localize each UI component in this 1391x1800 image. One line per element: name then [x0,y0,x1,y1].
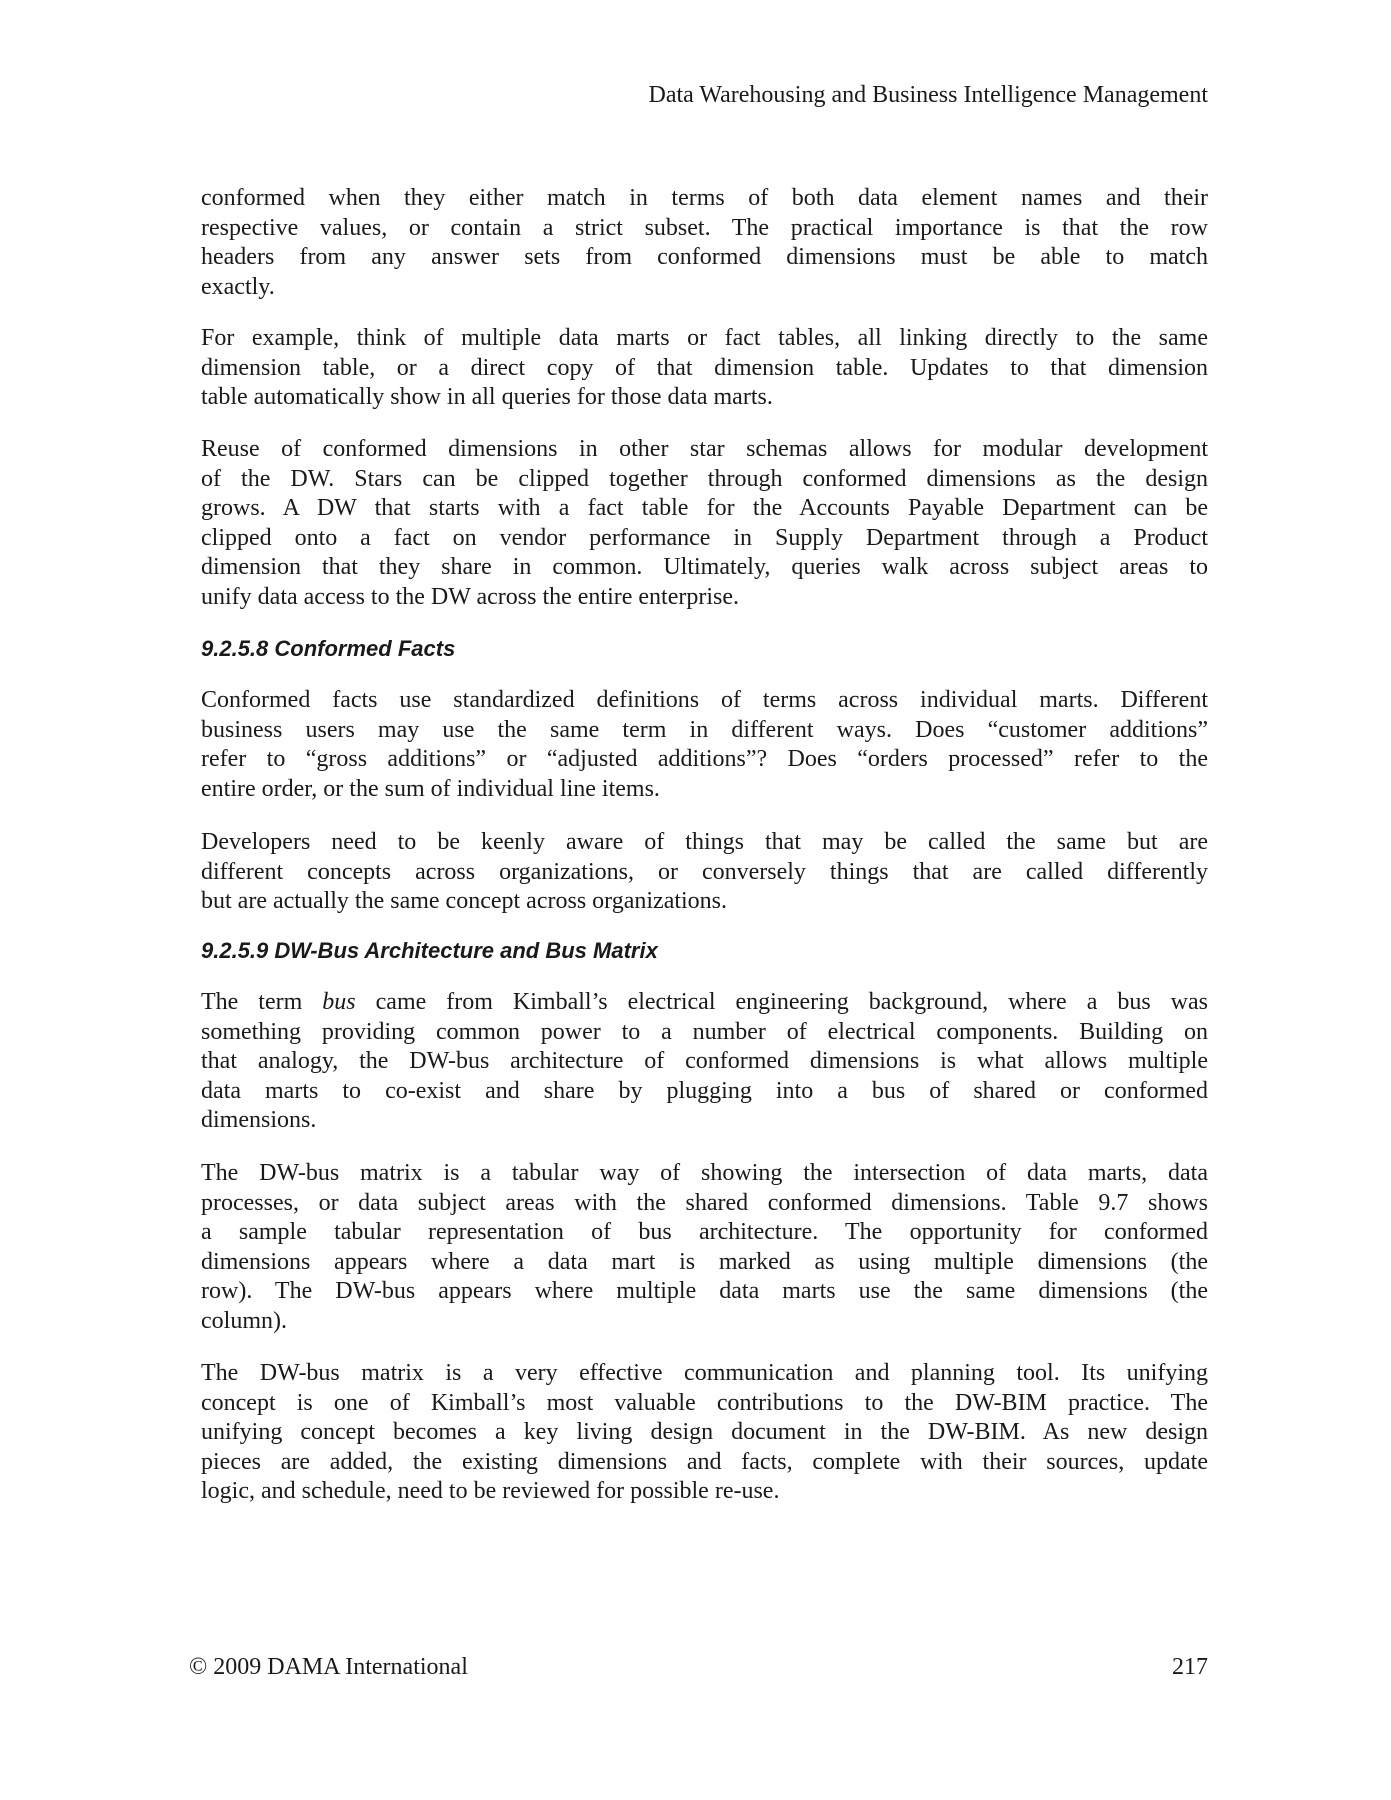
text-line: row). The DW-bus appears where multiple data marts use the same dimensions (the [201,1278,1208,1304]
paragraph [201,828,1208,917]
section-heading-conformed-facts: 9.2.5.8 Conformed Facts [201,636,456,661]
text-line: concept is one of Kimball’s most valuable contributions to the DW-BIM practice. The [201,1389,1208,1416]
paragraph [201,184,1208,302]
text-line: unifying concept becomes a key living design document in the DW-BIM. As new design [201,1419,1208,1445]
text-line: grows. A DW that starts with a fact table for the Accounts Payable Department can be [201,495,1208,521]
paragraph [201,324,1208,413]
text-line: that analogy, the DW-bus architecture of conformed dimensions is what allows multiple [201,1048,1208,1074]
text-line: refer to “gross additions” or “adjusted additions”? Does “orders processed” refer to the [201,746,1208,772]
text-line: dimension that they share in common. Ultimately, queries walk across subject areas to [201,554,1208,580]
text-fragment: came from Kimball’s electrical engineering background, where a bus was [375,989,1208,1015]
text-line: column). [201,1307,287,1334]
paragraph [201,988,1208,1136]
footer-copyright: © 2009 DAMA International [189,1654,468,1680]
text-line: dimensions appears where a data mart is marked as using multiple dimensions (the [201,1248,1208,1275]
text-line: unify data access to the DW across the entire enterprise. [201,583,740,610]
text-fragment: The term [201,989,323,1015]
text-line: Reuse of conformed dimensions in other star schemas allows for modular development [201,436,1208,462]
text-line: dimension table, or a direct copy of that dimension table. Updates to that dimension [201,354,1208,381]
text-line: The DW-bus matrix is a tabular way of showing the intersection of data marts, data [201,1160,1208,1186]
text-line [201,988,1208,1018]
text-line: logic, and schedule, need to be reviewed for possible re-use. [201,1478,780,1504]
text-line: respective values, or contain a strict subset. The practical importance is that the row [201,214,1208,241]
paragraph [201,686,1208,804]
text-line: Developers need to be keenly aware of things that may be called the same but are [201,829,1208,855]
text-line: of the DW. Stars can be clipped together through conformed dimensions as the design [201,465,1208,492]
text-line: business users may use the same term in different ways. Does “customer additions” [201,716,1208,743]
text-line: something providing common power to a number of electrical components. Building on [201,1018,1208,1045]
text-line: table automatically show in all queries for those data marts. [201,384,773,410]
text-line: exactly. [201,273,275,300]
text-line: processes, or data subject areas with the shared conformed dimensions. Table 9.7 shows [201,1189,1208,1216]
text-line: For example, think of multiple data marts or fact tables, all linking directly to the same [201,325,1208,351]
text-line: a sample tabular representation of bus architecture. The opportunity for conformed [201,1219,1208,1245]
running-header: Data Warehousing and Business Intelligence Management [648,82,1208,108]
text-line: conformed when they either match in terms of both data element names and their [201,185,1208,211]
paragraph [201,1159,1208,1336]
emphasized-term: bus [322,989,356,1015]
text-line: headers from any answer sets from conformed dimensions must be able to match [201,244,1208,270]
text-line: data marts to co-exist and share by plugging into a bus of shared or conformed [201,1077,1208,1104]
text-line: entire order, or the sum of individual line items. [201,775,660,802]
text-line: but are actually the same concept across organizations. [201,888,728,914]
section-heading-dw-bus: 9.2.5.9 DW-Bus Architecture and Bus Matrix [201,938,658,963]
page-number: 217 [1172,1654,1208,1680]
text-line: The DW-bus matrix is a very effective communication and planning tool. Its unifying [201,1360,1208,1386]
text-line: dimensions. [201,1107,317,1133]
text-line: different concepts across organizations, or conversely things that are called differently [201,858,1208,885]
text-line: Conformed facts use standardized definitions of terms across individual marts. Different [201,687,1208,713]
text-line: pieces are added, the existing dimensions and facts, complete with their sources, update [201,1448,1208,1475]
text-line: clipped onto a fact on vendor performance in Supply Department through a Product [201,524,1208,551]
paragraph [201,1359,1208,1507]
paragraph [201,435,1208,612]
